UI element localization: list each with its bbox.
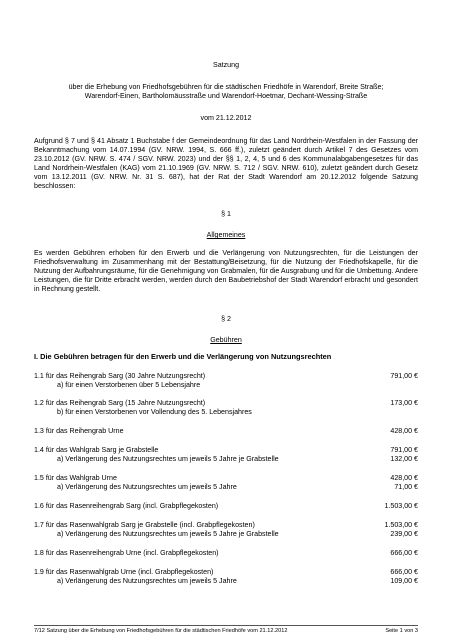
fee-row bbox=[34, 530, 418, 539]
section-2-part-heading: I. Die Gebühren betragen für den Erwerb und die Verlängerung von Nutzungsrechten bbox=[34, 352, 332, 361]
fee-row bbox=[34, 502, 418, 511]
fee-label: a) Verlängerung des Nutzungsrechtes um jeweils 5 Jahre bbox=[57, 577, 237, 585]
fee-label: 1.3 für das Reihengrab Urne bbox=[34, 427, 124, 435]
preamble-paragraph: Aufgrund § 7 und § 41 Absatz 1 Buchstabe f der Gemeindeordnung für das Land Nordrhein-Westfalen in der Fassung der Bekanntmachung vom 14.07.1994 (GV. NRW. 1994, S. 666 ff.), zuletzt geändert durch Artikel 7 des Gesetzes vom 23.10.2012 (GV. NRW. S. 474 / SGV. NRW. 2023) und der §§ 1, 2, 4, 5 und 6 des Kommunalabgabengesetzes für das Land Nordrhein-Westfalen (KAG) vom 21.10.1969 (GV. NRW. S. 712 / SGV. NRW. 610), zuletzt geändert durch Gesetz vom 13.12.2011 (GV. NRW. Nr. 31 S. 687), hat der Rat der Stadt Warendorf am 20.12.2012 folgende Satzung beschlossen: bbox=[34, 137, 418, 190]
fee-label: 1.8 für das Rasenreihengrab Urne (incl. Grabpflegekosten) bbox=[34, 549, 219, 557]
footer-document-reference: 7/12 Satzung über die Erhebung von Friedhofsgebühren für die städtischen Friedhöfe vom 21.12.2012 bbox=[34, 628, 288, 634]
fee-label: b) für einen Verstorbenen vor Vollendung des 5. Lebensjahres bbox=[57, 408, 252, 416]
fee-label: a) Verlängerung des Nutzungsrechtes um jeweils 5 Jahre bbox=[57, 483, 237, 491]
fee-row bbox=[34, 427, 418, 436]
document-title: Satzung bbox=[212, 61, 240, 69]
fee-row bbox=[34, 372, 418, 381]
fee-row bbox=[34, 474, 418, 483]
fee-amount: 666,00 € bbox=[390, 568, 418, 576]
fee-label: a) Verlängerung des Nutzungsrechtes um jeweils 5 Jahre je Grabstelle bbox=[57, 455, 279, 463]
fee-amount: 428,00 € bbox=[390, 427, 418, 435]
fee-amount: 791,00 € bbox=[390, 446, 418, 454]
fee-amount: 109,00 € bbox=[390, 577, 418, 585]
fee-amount: 428,00 € bbox=[390, 474, 418, 482]
fee-label: 1.2 für das Reihengrab Sarg (15 Jahre Nutzungsrecht) bbox=[34, 399, 206, 407]
fee-amount: 173,00 € bbox=[390, 399, 418, 407]
fee-row bbox=[34, 521, 418, 530]
fee-amount: 1.503,00 € bbox=[384, 521, 418, 529]
fee-row bbox=[34, 446, 418, 455]
footer-page-number: Seite 1 von 3 bbox=[385, 628, 418, 634]
fee-row bbox=[34, 408, 418, 417]
footer-divider bbox=[34, 625, 418, 626]
fee-row bbox=[34, 399, 418, 408]
fee-amount: 1.503,00 € bbox=[384, 502, 418, 510]
fee-label: 1.7 für das Rasenwahlgrab Sarg je Grabstelle (incl. Grabpflegekosten) bbox=[34, 521, 255, 529]
fee-label: 1.5 für das Wahlgrab Urne bbox=[34, 474, 117, 482]
fee-amount: 666,00 € bbox=[390, 549, 418, 557]
fee-label: a) für einen Verstorbenen über 5 Lebensjahre bbox=[57, 381, 201, 389]
fee-label: 1.4 für das Wahlgrab Sarg je Grabstelle bbox=[34, 446, 159, 454]
section-1-text: Es werden Gebühren erhoben für den Erwerb und die Verlängerung von Nutzungsrechten, für die Leistungen der Friedhofsverwaltung im Zusammenhang mit der Bestattung/Beisetzung, für die Nutzung der Friedhofskapelle, für die Nutzung der Aufbahrungsräume, für die Genehmigung von Grabmalen, für die Ausgrabung und für die Umbettung. Andere Leistungen, die für Dritte erbracht werden, werden durch den Baubetriebshof der Stadt Warendorf erbracht und gesondert in Rechnung gestellt. bbox=[34, 249, 418, 293]
document-date: vom 21.12.2012 bbox=[200, 114, 252, 122]
fee-amount: 791,00 € bbox=[390, 372, 418, 380]
fee-amount: 71,00 € bbox=[394, 483, 418, 491]
section-2-heading: Gebühren bbox=[210, 336, 242, 344]
fee-row bbox=[34, 577, 418, 586]
fee-row bbox=[34, 455, 418, 464]
section-2-number: § 2 bbox=[221, 315, 231, 323]
fee-row bbox=[34, 568, 418, 577]
fee-amount: 239,00 € bbox=[390, 530, 418, 538]
section-1-number: § 1 bbox=[221, 210, 231, 218]
fee-label: 1.9 für das Rasenwahlgrab Urne (incl. Grabpflegekosten) bbox=[34, 568, 214, 576]
document-subtitle-line-2: Warendorf-Einen, Bartholomäusstraße und Warendorf-Hoetmar, Dechant-Wessing-Straße bbox=[84, 92, 368, 100]
fee-amount: 132,00 € bbox=[390, 455, 418, 463]
document-subtitle-line-1: über die Erhebung von Friedhofsgebühren für die städtischen Friedhöfe in Warendorf, Breite Straße; bbox=[68, 83, 384, 91]
fee-row bbox=[34, 549, 418, 558]
fee-row bbox=[34, 483, 418, 492]
section-1-heading: Allgemeines bbox=[206, 231, 246, 239]
fee-label: a) Verlängerung des Nutzungsrechtes um jeweils 5 Jahre je Grabstelle bbox=[57, 530, 279, 538]
fee-label: 1.6 für das Rasenreihengrab Sarg (incl. Grabpflegekosten) bbox=[34, 502, 219, 510]
fee-label: 1.1 für das Reihengrab Sarg (30 Jahre Nutzungsrecht) bbox=[34, 372, 206, 380]
fee-row bbox=[34, 381, 418, 390]
